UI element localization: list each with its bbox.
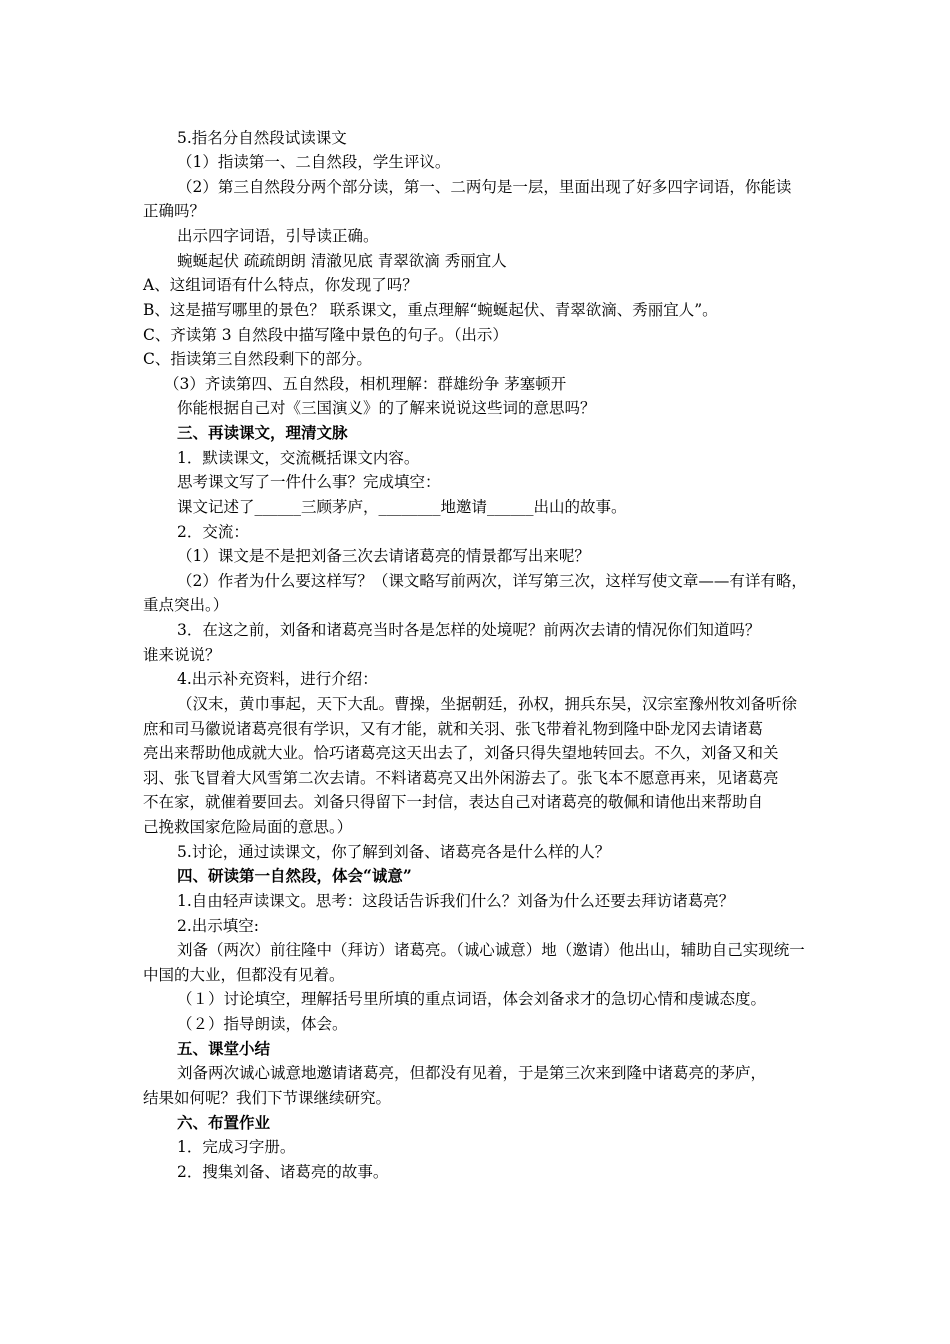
sub-item-1: （1）指读第一、二自然段，学生评议。 — [177, 153, 451, 171]
summary-line-2: 结果如何呢？我们下节课继续研究。 — [143, 1089, 392, 1107]
background-para-6: 己挽救国家危险局面的意思。） — [143, 818, 353, 836]
fill-answer-cont: 中国的大业，但都没有见着。 — [143, 966, 345, 984]
section-4-heading: 四、研读第一自然段，体会“诚意” — [177, 866, 412, 885]
section-4-sub-1: （１）讨论填空，理解括号里所填的重点词语，体会刘备求才的急切心情和虔诚态度。 — [177, 990, 767, 1008]
section-3-item-4: 4.出示补充资料，进行介绍： — [177, 670, 378, 688]
section-6-heading: 六、布置作业 — [177, 1113, 271, 1132]
sub-item-2-cont: 正确吗？ — [143, 202, 206, 220]
section-3-item-1: 1．默读课文，交流概括课文内容。 — [177, 449, 420, 467]
show-words-line: 出示四字词语，引导读正确。 — [177, 227, 379, 245]
question-a: A、这组词语有什么特点，你发现了吗？ — [143, 276, 418, 294]
discuss-1: （1）课文是不是把刘备三次去请诸葛亮的情景都写出来呢？ — [177, 547, 590, 565]
four-char-words: 蜿蜒起伏 疏疏朗朗 清澈见底 青翠欲滴 秀丽宜人 — [177, 252, 507, 270]
sub-item-3: （3）齐读第四、五自然段，相机理解：群雄纷争 茅塞顿开 — [164, 375, 567, 393]
section-3-heading: 三、再读课文，理清文脉 — [177, 423, 348, 442]
background-para-3: 亮出来帮助他成就大业。恰巧诸葛亮这天出去了，刘备只得失望地转回去。不久，刘备又和关 — [143, 744, 779, 762]
question-c2: C、指读第三自然段剩下的部分。 — [143, 350, 372, 368]
background-para-1: （汉末，黄巾事起，天下大乱。曹操，坐据朝廷，孙权，拥兵东吴，汉宗室豫州牧刘备听徐 — [177, 695, 798, 713]
section-4-item-2: 2.出示填空: — [177, 917, 260, 935]
homework-1: 1．完成习字册。 — [177, 1138, 296, 1156]
section-3-item-3: 3．在这之前，刘备和诸葛亮当时各是怎样的处境呢？前两次去请的情况你们知道吗？ — [177, 621, 761, 639]
step-5-heading: 5.指名分自然段试读课文 — [177, 129, 347, 147]
background-para-4: 羽、张飞冒着大风雪第二次去请。不料诸葛亮又出外闲游去了。张飞本不愿意再来，见诸葛亮 — [143, 769, 779, 787]
background-para-2: 庶和司马徽说诸葛亮很有学识，又有才能，就和关羽、张飞带着礼物到隆中卧龙冈去请诸葛 — [143, 720, 764, 738]
homework-2: 2．搜集刘备、诸葛亮的故事。 — [177, 1163, 389, 1181]
meaning-question: 你能根据自己对《三国演义》的了解来说说这些词的意思吗？ — [177, 399, 596, 417]
question-b: B、这是描写哪里的景色？ 联系课文，重点理解“蜿蜒起伏、青翠欲滴、秀丽宜人”。 — [143, 301, 718, 319]
section-3-item-5: 5.讨论，通过读课文，你了解到刘备、诸葛亮各是什么样的人？ — [177, 843, 611, 861]
fill-blank-line: 课文记述了______三顾茅庐，________地邀请______出山的故事。 — [177, 498, 627, 516]
fill-answer-line: 刘备（两次）前往隆中（拜访）诸葛亮。（诚心诚意）地（邀请）他出山，辅助自己实现统一 — [177, 941, 805, 959]
section-5-heading: 五、课堂小结 — [177, 1039, 271, 1058]
section-4-sub-2: （２）指导朗读，体会。 — [177, 1015, 348, 1033]
section-4-item-1: 1.自由轻声读课文。思考：这段话告诉我们什么？刘备为什么还要去拜访诸葛亮？ — [177, 892, 735, 910]
sub-item-2: （2）第三自然段分两个部分读，第一、二两句是一层，里面出现了好多四字词语，你能读 — [177, 178, 792, 196]
discuss-2: （2）作者为什么要这样写？（课文略写前两次，详写第三次，这样写使文章——有详有略， — [177, 572, 807, 590]
background-para-5: 不在家，就催着要回去。刘备只得留下一封信，表达自己对诸葛亮的敬佩和请他出来帮助自 — [143, 793, 764, 811]
discuss-2-cont: 重点突出。） — [143, 596, 229, 614]
question-c1: C、齐读第 3 自然段中描写隆中景色的句子。（出示） — [143, 326, 508, 344]
think-line: 思考课文写了一件什么事？完成填空： — [177, 473, 441, 491]
section-3-item-3-cont: 谁来说说？ — [143, 646, 221, 664]
summary-line-1: 刘备两次诚心诚意地邀请诸葛亮，但都没有见着，于是第三次来到隆中诸葛亮的茅庐， — [177, 1064, 767, 1082]
section-3-item-2: 2．交流： — [177, 523, 249, 541]
